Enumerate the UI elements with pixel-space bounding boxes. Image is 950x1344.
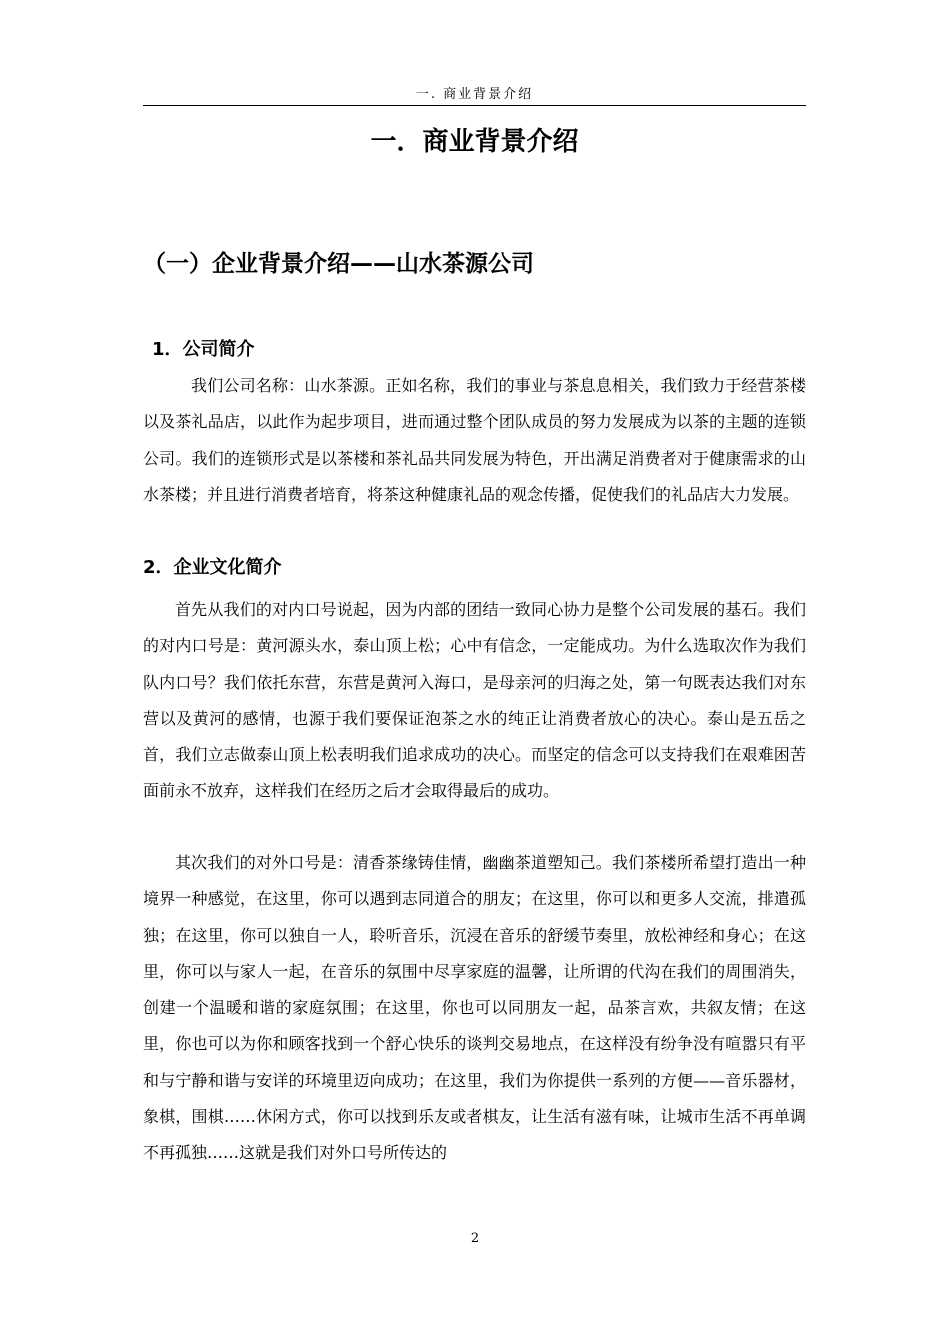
running-header: 一. 商业背景介绍	[415, 87, 534, 102]
subsection-heading-company-intro: 1．公司简介	[152, 339, 255, 360]
header-rule	[143, 105, 806, 106]
page-number: 2	[470, 1231, 480, 1246]
paragraph-external-slogan: 其次我们的对外口号是：清香茶缘铸佳情，幽幽茶道塑知己。我们茶楼所希望打造出一种境界一种感觉，在这里，你可以遇到志同道合的朋友；在这里，你可以和更多人交流，排遣孤独；在这里，你可以独自一人，聆听音乐，沉浸在音乐的舒缓节奏里，放松神经和身心；在这里，你可以与家人一起，在音乐的氛围中尽享家庭的温馨，让所谓的代沟在我们的周围消失，创建一个温暖和谐的家庭氛围；在这里，你也可以同朋友一起，品茶言欢，共叙友情；在这里，你也可以为你和顾客找到一个舒心快乐的谈判交易地点，在这样没有纷争没有喧嚣只有平和与宁静和谐与安详的环境里迈向成功；在这里，我们为你提供一系列的方便——音乐器材，象棋，围棋……休闲方式，你可以找到乐友或者棋友，让生活有滋有味，让城市生活不再单调不再孤独……这就是我们对外口号所传达的	[143, 853, 806, 1163]
section-title: （一）企业背景介绍——山水茶源公司	[143, 251, 534, 277]
paragraph-internal-slogan: 首先从我们的对内口号说起，因为内部的团结一致同心协力是整个公司发展的基石。我们的对内口号是：黄河源头水，泰山顶上松；心中有信念，一定能成功。为什么选取次作为我们队内口号？我们依托东营，东营是黄河入海口，是母亲河的归海之处，第一句既表达我们对东营以及黄河的感情，也源于我们要保证泡茶之水的纯正让消费者放心的决心。泰山是五岳之首，我们立志做泰山顶上松表明我们追求成功的决心。而坚定的信念可以支持我们在艰难困苦面前永不放弃，这样我们在经历之后才会取得最后的成功。	[143, 600, 806, 801]
paragraph-company-intro: 我们公司名称：山水茶源。正如名称，我们的事业与茶息息相关，我们致力于经营茶楼以及茶礼品店，以此作为起步项目，进而通过整个团队成员的努力发展成为以茶的主题的连锁公司。我们的连锁形式是以茶楼和茶礼品共同发展为特色，开出满足消费者对于健康需求的山水茶楼；并且进行消费者培育，将茶这种健康礼品的观念传播，促使我们的礼品店大力发展。	[143, 376, 806, 504]
subsection-heading-culture-intro: 2．企业文化简介	[143, 557, 282, 578]
chapter-title: 一．商业背景介绍	[370, 127, 579, 157]
